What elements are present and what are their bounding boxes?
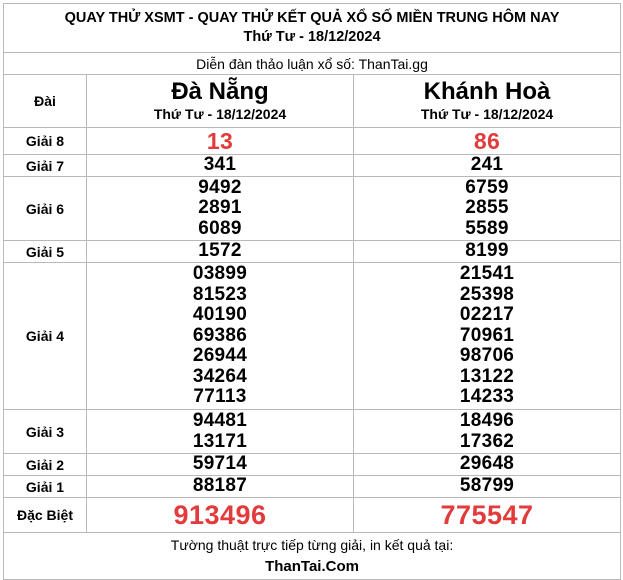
province-header-da-nang (87, 75, 354, 128)
prize-number: 13171 (192, 430, 248, 452)
prize-label: Giải 6 (4, 177, 87, 241)
prize-number: 5589 (465, 217, 509, 239)
prize-number: 14233 (459, 386, 515, 408)
prize-row-g8 (4, 128, 621, 155)
prize-number: 03899 (192, 263, 248, 285)
prize-label: Giải 4 (4, 263, 87, 410)
province-name: Khánh Hoà (423, 78, 551, 105)
prize-cell (87, 498, 354, 533)
prize-cell (87, 263, 354, 410)
prize-cell (354, 128, 621, 155)
prize-number: 81523 (192, 283, 248, 305)
prize-cell (354, 454, 621, 476)
province-header-khanh-hoa (354, 75, 621, 128)
table-header (4, 4, 621, 53)
prize-number: 2891 (198, 197, 242, 219)
prize-label: Giải 8 (4, 128, 87, 155)
prize-number: 13 (206, 128, 234, 154)
prize-row-g6 (4, 177, 621, 241)
prize-number: 70961 (459, 324, 515, 346)
prize-number: 98706 (459, 345, 515, 367)
special-prize-number: 913496 (173, 500, 267, 530)
prize-cell (354, 177, 621, 241)
prize-row-g2 (4, 454, 621, 476)
prize-number: 40190 (192, 304, 248, 326)
prize-number: 25398 (459, 283, 515, 305)
footer-text: Tường thuật trực tiếp từng giải, in kết quả tại: (170, 537, 454, 553)
prize-label: Giải 7 (4, 155, 87, 177)
prize-number: 77113 (193, 386, 247, 408)
prize-number: 13122 (459, 365, 515, 387)
prize-row-g1 (4, 476, 621, 498)
prize-number: 59714 (192, 453, 248, 475)
prize-cell (87, 128, 354, 155)
prize-number: 18496 (459, 410, 515, 431)
prize-number: 02217 (459, 304, 515, 326)
prize-number: 29648 (459, 453, 515, 475)
prize-cell (354, 498, 621, 533)
prize-number: 241 (470, 154, 504, 176)
prize-row-g5 (4, 241, 621, 263)
province-date: Thứ Tư - 18/12/2024 (420, 106, 554, 122)
prize-number: 17362 (459, 430, 515, 452)
prize-cell (354, 476, 621, 498)
prize-number: 21541 (459, 263, 515, 285)
prize-cell (354, 410, 621, 454)
prize-label: Đặc Biệt (4, 498, 87, 533)
prize-number: 69386 (192, 324, 248, 346)
prize-row-g7 (4, 155, 621, 177)
prize-number: 88187 (192, 475, 248, 497)
prize-number: 8199 (465, 240, 509, 262)
footer-brand-link[interactable]: ThanTai.Com (265, 558, 359, 575)
prize-row-g4 (4, 263, 621, 410)
prize-number: 9492 (198, 176, 242, 198)
prize-number: 6759 (465, 176, 509, 198)
province-name: Đà Nẵng (171, 78, 269, 105)
forum-link[interactable]: Diễn đàn thảo luận xổ số: ThanTai.gg (4, 53, 621, 75)
prize-cell (87, 410, 354, 454)
prize-cell (87, 177, 354, 241)
prize-label: Giải 3 (4, 410, 87, 454)
prize-cell (354, 155, 621, 177)
station-column-header: Đài (4, 75, 87, 128)
prize-cell (354, 263, 621, 410)
prize-cell (87, 476, 354, 498)
prize-label: Giải 5 (4, 241, 87, 263)
prize-number: 26944 (192, 345, 248, 367)
prize-cell (87, 241, 354, 263)
prize-cell (87, 454, 354, 476)
special-prize-number: 775547 (440, 500, 534, 530)
page-title: QUAY THỬ XSMT - QUAY THỬ KẾT QUẢ XỔ SỐ MIỀN TRUNG HÔM NAY (64, 10, 560, 26)
prize-row-special (4, 498, 621, 533)
prize-row-g3 (4, 410, 621, 454)
prize-number: 34264 (192, 365, 248, 387)
prize-label: Giải 2 (4, 454, 87, 476)
lottery-results-table (3, 3, 621, 580)
table-footer (4, 533, 621, 580)
header-date: Thứ Tư - 18/12/2024 (243, 29, 381, 45)
prize-number: 2855 (465, 197, 509, 219)
prize-number: 341 (203, 154, 237, 176)
prize-number: 94481 (192, 410, 248, 431)
prize-cell (354, 241, 621, 263)
prize-number: 58799 (459, 475, 515, 497)
prize-number: 6089 (198, 217, 242, 239)
province-date: Thứ Tư - 18/12/2024 (153, 106, 287, 122)
prize-cell (87, 155, 354, 177)
prize-number: 1572 (198, 240, 242, 262)
prize-number: 86 (473, 128, 501, 154)
prize-label: Giải 1 (4, 476, 87, 498)
